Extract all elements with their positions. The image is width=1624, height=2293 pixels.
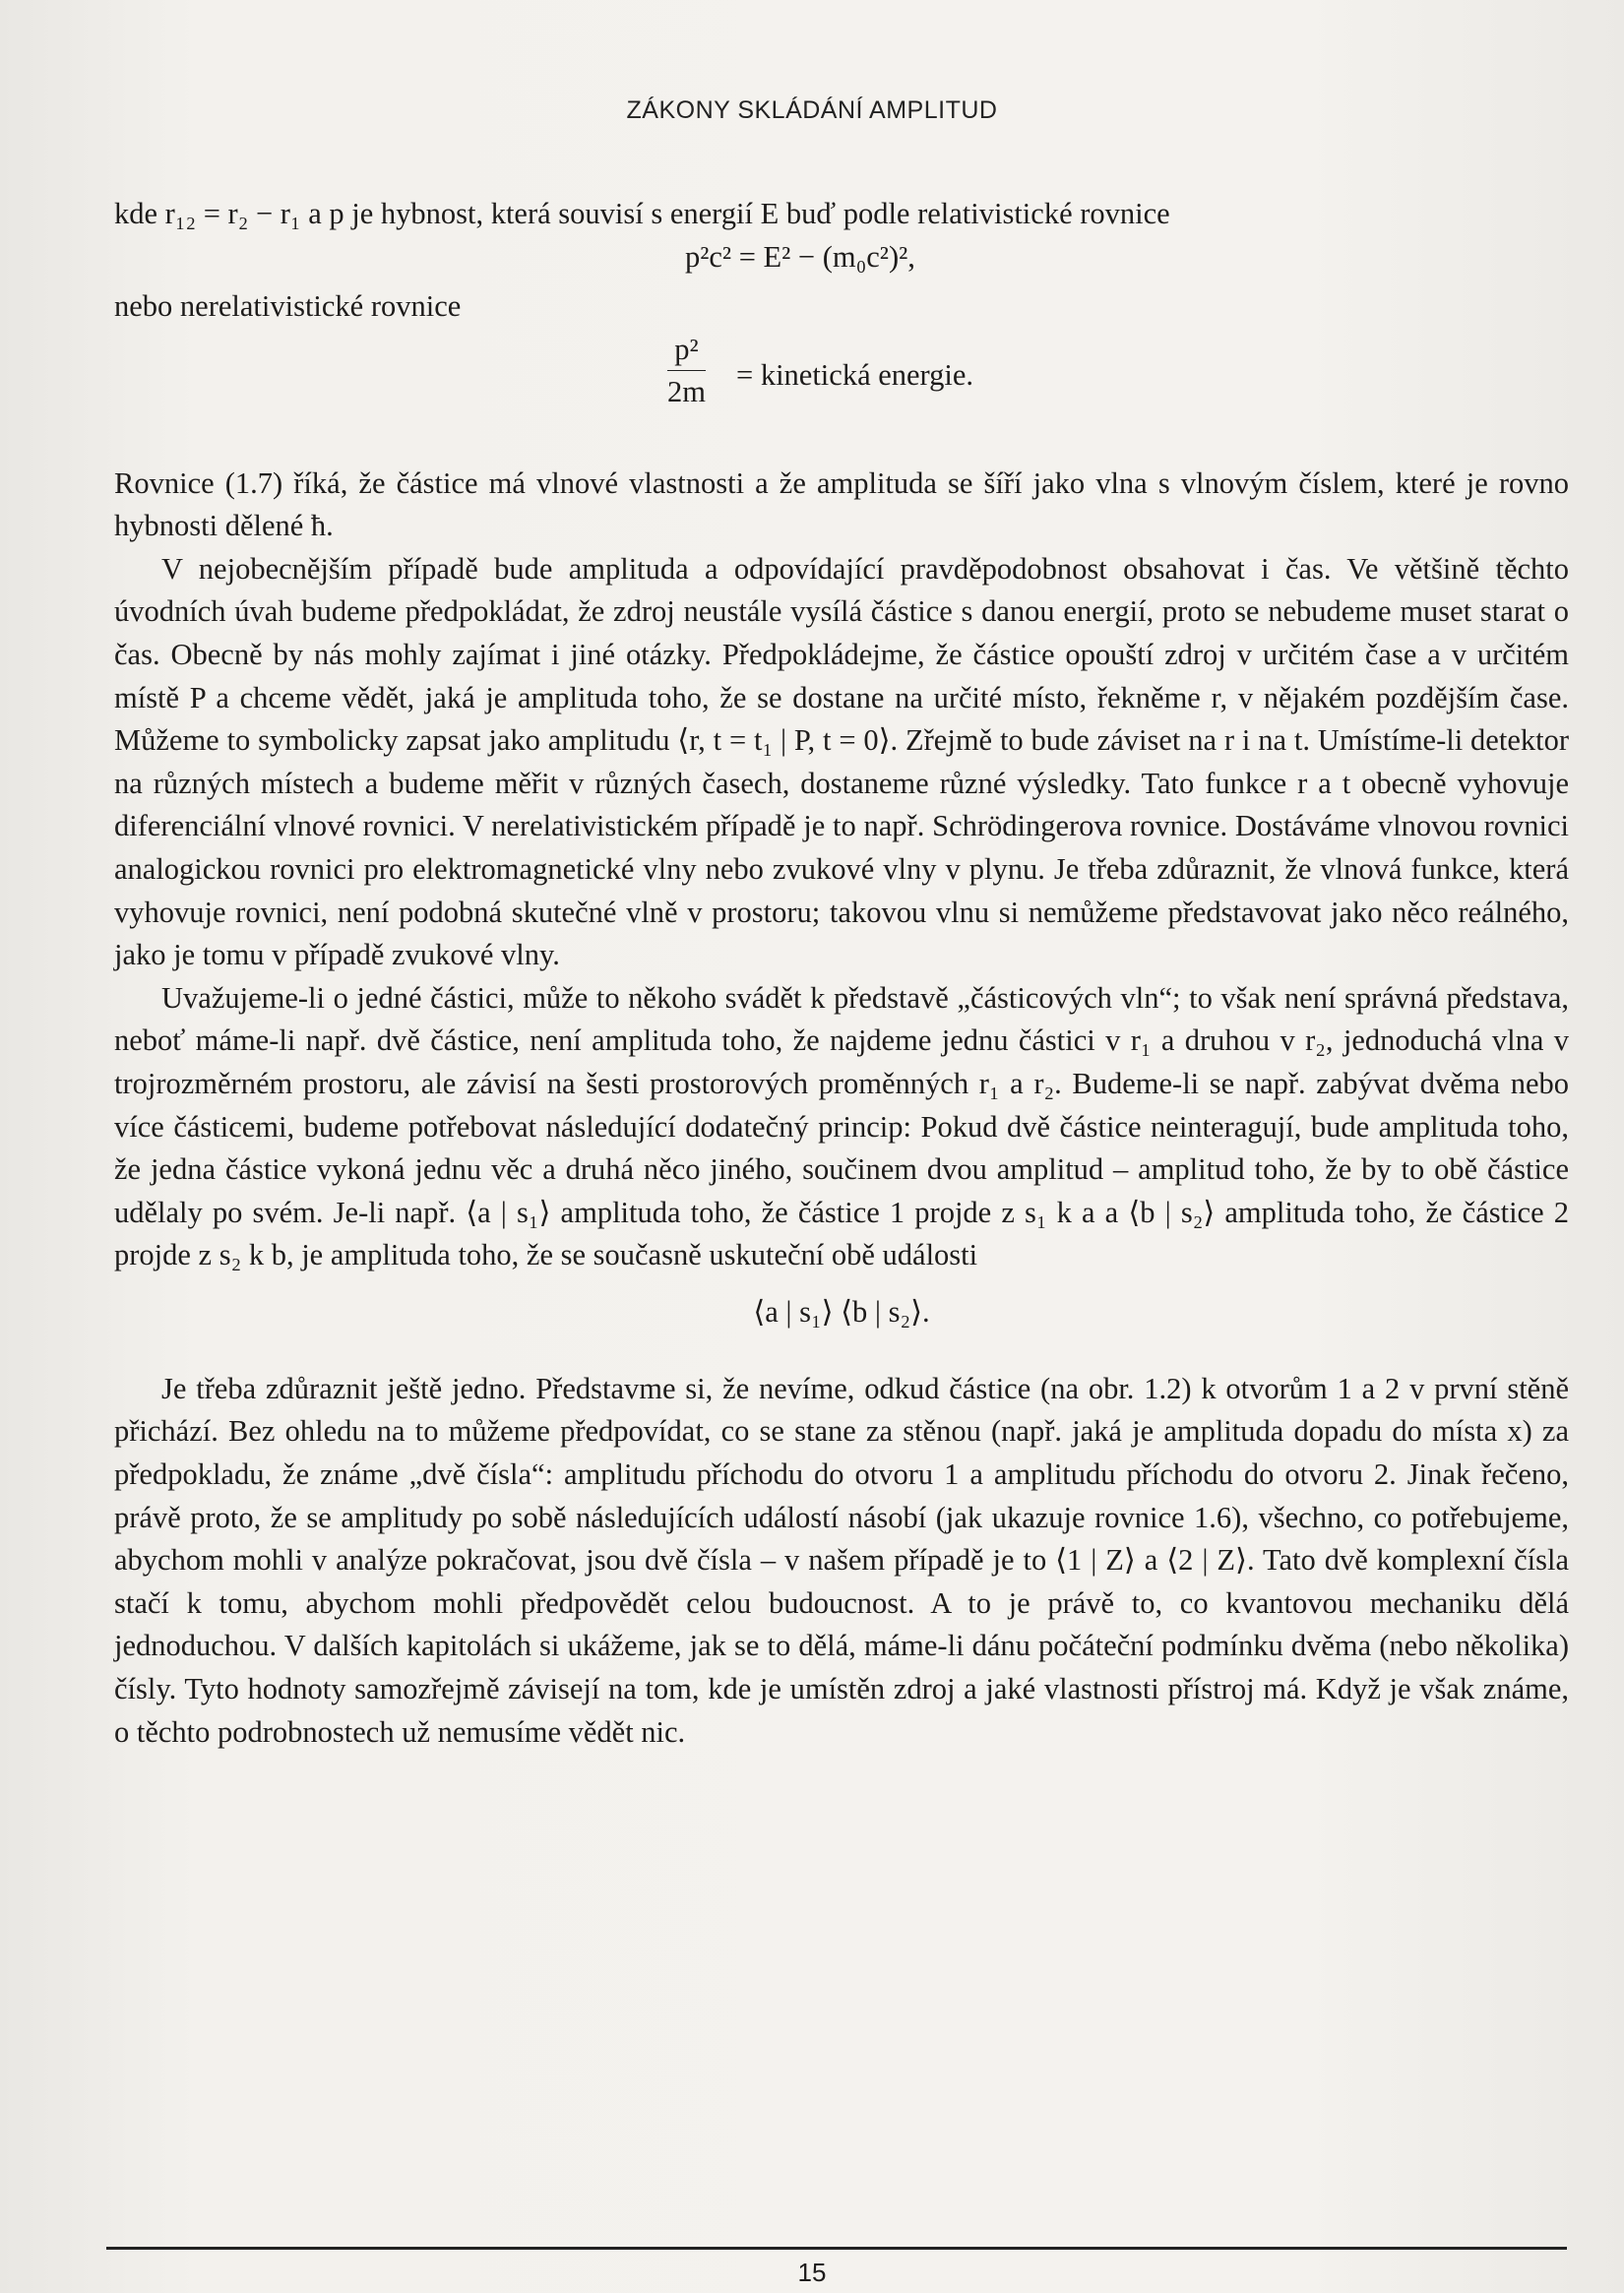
equation-nonrelativistic bbox=[114, 332, 1569, 431]
equation-relativistic: p²c² = E² − (m₀c²)², bbox=[685, 239, 915, 274]
nonrelativistic-label: nebo nerelativistické rovnice bbox=[114, 288, 462, 323]
fraction-denominator: 2m bbox=[667, 374, 706, 408]
equation-rest: = kinetická energie. bbox=[736, 357, 974, 392]
intro-line: kde r₁₂ = r₂ − r₁ a p je hybnost, která souvisí s energií E buď podle relativistické rovnice bbox=[114, 197, 1170, 230]
fraction-numerator: p² bbox=[667, 329, 706, 371]
body-text bbox=[114, 193, 1569, 1754]
page-number: 15 bbox=[797, 2258, 827, 2287]
paragraph-1: Rovnice (1.7) říká, že částice má vlnové vlastnosti a že amplituda se šíří jako vlna s vlnovým číslem, které je rovno hybnosti dělené ħ. bbox=[114, 465, 1569, 543]
footer-rule bbox=[106, 2247, 1567, 2250]
paragraph-3: Uvažujeme-li o jedné částici, může to někoho svádět k představě „částicových vln“; to však není správná představa, neboť máme-li např. dvě částice, není amplituda toho, že najdeme jednu částici v r₁ a druhou v r₂, jednoduchá vlna v trojrozměrném prostoru, ale závisí na šesti prostorových proměnných r₁ a r₂. Budeme-li se např. zabývat dvěma nebo více částicemi, budeme potřebovat následující dodatečný princip: Pokud dvě částice neinteragují, bude amplituda toho, že jedna částice vykoná jednu věc a druhá něco jiného, součinem dvou amplitud – amplitud toho, že by to obě částice udělaly po svém. Je-li např. ⟨a | s₁⟩ amplituda toho, že částice 1 projde z s₁ k a a ⟨b | s₂⟩ amplituda toho, že částice 2 projde z s₂ k b, je amplituda toho, že se současně uskuteční obě události bbox=[114, 980, 1569, 1272]
running-head: ZÁKONY SKLÁDÁNÍ AMPLITUD bbox=[626, 96, 998, 124]
fraction bbox=[667, 329, 706, 412]
equation-product: ⟨a | s₁⟩ ⟨b | s₂⟩. bbox=[753, 1294, 930, 1329]
paragraph-2: V nejobecnějším případě bude amplituda a odpovídající pravděpodobnost obsahovat i čas. Ve většině těchto úvodních úvah budeme předpokládat, že zdroj neustále vysílá částice s danou energií, proto se nebudeme muset starat o čas. Obecně by nás mohly zajímat i jiné otázky. Předpokládejme, že částice opouští zdroj v určitém čase a v určitém místě P a chceme vědět, jaká je amplituda toho, že se dostane na určité místo, řekněme r, v nějakém pozdějším čase. Můžeme to symbolicky zapsat jako amplitudu ⟨r, t = t₁ | P, t = 0⟩. Zřejmě to bude záviset na r i na t. Umístíme-li detektor na různých místech a budeme měřit v různých časech, dostaneme různé výsledky. Tato funkce r a t obecně vyhovuje diferenciální vlnové rovnici. V nerelativistickém případě je to např. Schrödingerova rovnice. Dostáváme vlnovou rovnici analogickou rovnici pro elektromagnetické vlny nebo zvukové vlny v plynu. Je třeba zdůraznit, že vlnová funkce, která vyhovuje rovnici, není podobná skutečné vlně v prostoru; takovou vlnu si nemůžeme představovat jako něco reálného, jako je tomu v případě zvukové vlny. bbox=[114, 551, 1569, 972]
paragraph-4: Je třeba zdůraznit ještě jedno. Představme si, že nevíme, odkud částice (na obr. 1.2) k otvorům 1 a 2 v první stěně přichází. Bez ohledu na to můžeme předpovídat, co se stane za stěnou (např. jaká je amplituda dopadu do místa x) za předpokladu, že známe „dvě čísla“: amplitudu příchodu do otvoru 1 a amplitudu příchodu do otvoru 2. Jinak řečeno, právě proto, že se amplitudy po sobě následujících událostí násobí (jak ukazuje rovnice 1.6), všechno, co potřebujeme, abychom mohli v analýze pokračovat, jsou dvě čísla – v našem případě je to ⟨1 | Z⟩ a ⟨2 | Z⟩. Tato dvě komplexní čísla stačí k tomu, abychom mohli předpovědět celou budoucnost. A to je právě to, co kvantovou mechaniku dělá jednoduchou. V dalších kapitolách si ukážeme, jak se to dělá, máme-li dánu počáteční podmínku dvěma (nebo několika) čísly. Tyto hodnoty samozřejmě závisejí na tom, kde je umístěn zdroj a jaké vlastnosti přístroj má. Když je však známe, o těchto podrobnostech už nemusíme vědět nic. bbox=[114, 1371, 1569, 1749]
